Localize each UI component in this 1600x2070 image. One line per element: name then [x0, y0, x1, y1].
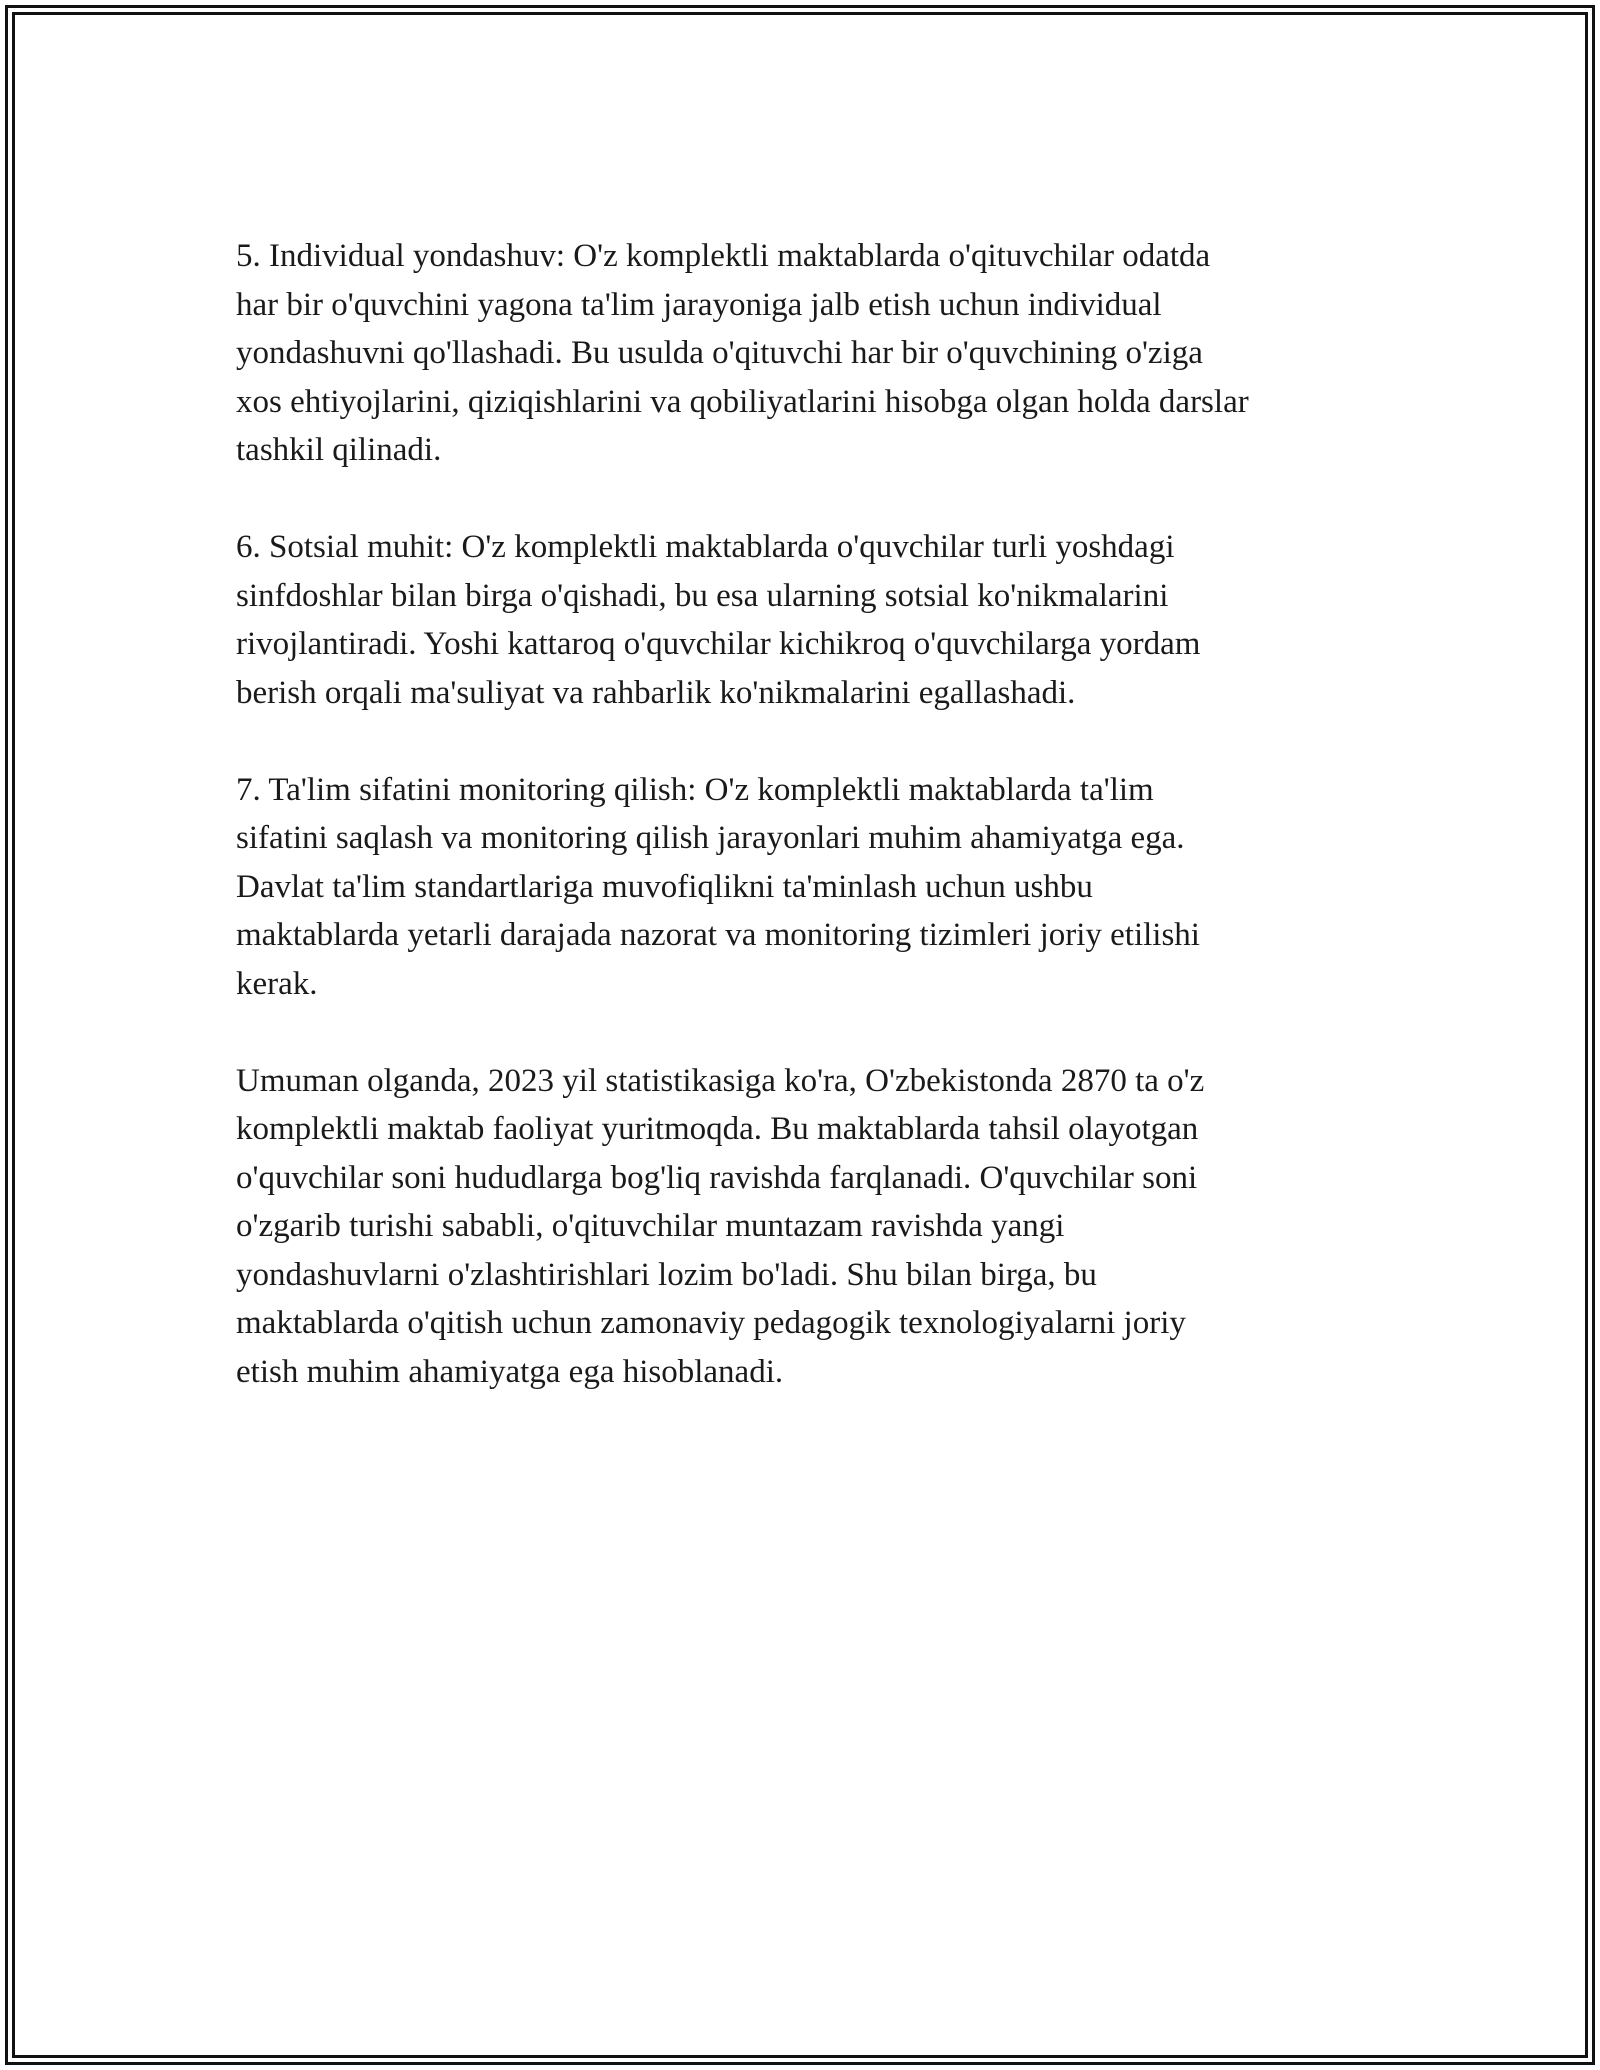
paragraph-individual-approach: 5. Individual yondashuv: O'z komplektli maktablarda o'qituvchilar odatda har bir o'quvchini yagona ta'lim jarayoniga jalb etish uchun individual yondashuvni qo'llashadi. Bu usulda o'qituvchi har bir o'quvchining o'ziga xos ehtiyojlarini, qiziqishlarini va qobiliyatlarini hisobga olgan holda darslar tashkil qilinadi.	[236, 238, 1249, 468]
paragraph-quality-monitoring: 7. Ta'lim sifatini monitoring qilish: O'z komplektli maktablarda ta'lim sifatini saqlash va monitoring qilish jarayonlari muhim ahamiyatga ega. Davlat ta'lim standartlariga muvofiqlikni ta'minlash uchun ushbu maktablarda yetarli darajada nazorat va monitoring tizimleri joriy etilishi kerak.	[236, 771, 1200, 1002]
paragraph-conclusion: Umuman olganda, 2023 yil statistikasiga ko'ra, O'zbekistonda 2870 ta o'z komplektli maktab faoliyat yuritmoqda. Bu maktablarda tahsil olayotgan o'quvchilar soni hududlarga bog'liq ravishda farqlanadi. O'quvchilar soni o'zgarib turishi sababli, o'qituvchilar muntazam ravishda yangi yondashuvlarni o'zlashtirishlari lozim bo'ladi. Shu bilan birga, bu maktablarda o'qitish uchun zamonaviy pedagogik texnologiyalarni joriy etish muhim ahamiyatga ega hisoblanadi.	[236, 1062, 1205, 1390]
document-body	[236, 232, 1376, 1445]
paragraph-social-environment: 6. Sotsial muhit: O'z komplektli maktablarda o'quvchilar turli yoshdagi sinfdoshlar bilan birga o'qishadi, bu esa ularning sotsial ko'nikmalarini rivojlantiradi. Yoshi kattaroq o'quvchilar kichikroq o'quvchilarga yordam berish orqali ma'suliyat va rahbarlik ko'nikmalarini egallashadi.	[236, 529, 1201, 711]
